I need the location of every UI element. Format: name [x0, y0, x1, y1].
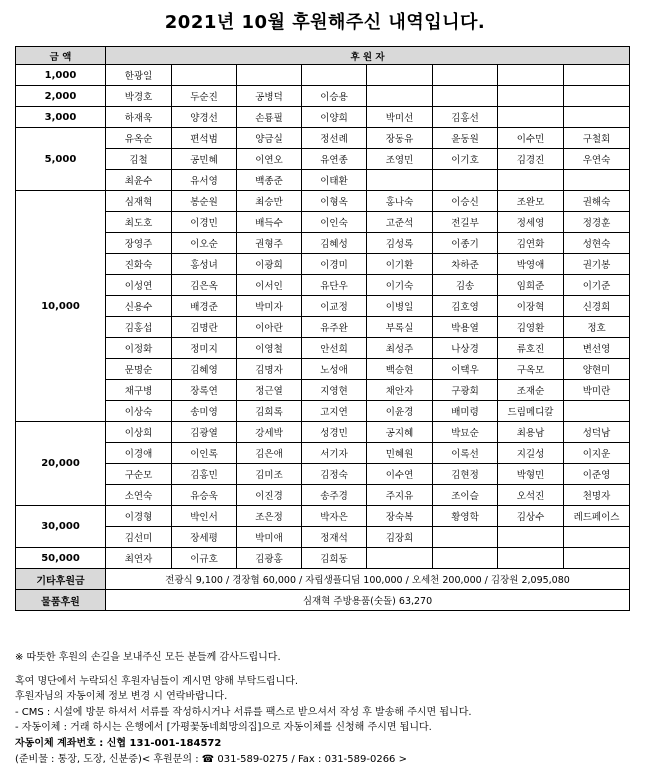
donor-name-cell: 정재석 — [302, 527, 367, 548]
donor-name-cell: 정선례 — [302, 128, 367, 149]
donor-name-cell: 차하준 — [433, 254, 498, 275]
donor-name-cell: 편석범 — [172, 128, 237, 149]
donor-name-cell: 이종기 — [433, 233, 498, 254]
donor-name-cell: 김장희 — [367, 527, 433, 548]
donor-name-cell: 배미령 — [433, 401, 498, 422]
donor-name-cell: 박영애 — [498, 254, 564, 275]
donor-name-cell — [564, 107, 630, 128]
donor-header: 후 원 자 — [106, 47, 630, 65]
donor-name-cell: 채구병 — [106, 380, 172, 401]
donor-name-cell — [433, 86, 498, 107]
donor-name-cell: 김연화 — [498, 233, 564, 254]
donor-name-cell — [367, 170, 433, 191]
donor-name-cell: 백승현 — [367, 359, 433, 380]
donor-name-cell: 문명순 — [106, 359, 172, 380]
donor-name-cell: 이형옥 — [302, 191, 367, 212]
other-donation-row — [16, 569, 630, 590]
donor-name-cell: 성덕남 — [564, 422, 630, 443]
donor-name-cell: 이연오 — [237, 149, 302, 170]
table-row — [16, 170, 630, 191]
table-row — [16, 212, 630, 233]
donor-table — [15, 46, 630, 611]
donor-name-cell: 김명자 — [237, 359, 302, 380]
donor-name-cell: 김은옥 — [172, 275, 237, 296]
donor-name-cell — [172, 65, 237, 86]
donor-name-cell: 박자은 — [302, 506, 367, 527]
donor-name-cell: 이경민 — [172, 212, 237, 233]
donor-name-cell — [498, 107, 564, 128]
table-row — [16, 338, 630, 359]
notes-section — [15, 650, 635, 767]
donor-name-cell: 우연숙 — [564, 149, 630, 170]
donor-name-cell — [433, 170, 498, 191]
donor-name-cell: 나상경 — [433, 338, 498, 359]
donor-name-cell: 박미란 — [564, 380, 630, 401]
other-donation-value: 전광식 9,100 / 경장협 60,000 / 자립생플디딤 100,000 / 오세천 200,000 / 김장원 2,095,080 — [106, 569, 630, 590]
donor-name-cell: 전길부 — [433, 212, 498, 233]
donor-name-cell — [433, 548, 498, 569]
donor-name-cell — [564, 548, 630, 569]
donor-name-cell: 최용남 — [498, 422, 564, 443]
donor-name-cell: 이인숙 — [302, 212, 367, 233]
donor-name-cell: 이양희 — [302, 107, 367, 128]
donor-name-cell: 박묘순 — [433, 422, 498, 443]
donor-name-cell: 부록실 — [367, 317, 433, 338]
donor-name-cell: 유단우 — [302, 275, 367, 296]
donor-name-cell — [498, 548, 564, 569]
donor-name-cell: 김광열 — [172, 422, 237, 443]
amount-cell: 50,000 — [16, 548, 106, 569]
donor-name-cell: 김경진 — [498, 149, 564, 170]
donor-name-cell: 오석진 — [498, 485, 564, 506]
donor-name-cell: 박미자 — [237, 296, 302, 317]
donor-name-cell: 신용수 — [106, 296, 172, 317]
donor-name-cell: 김선미 — [106, 527, 172, 548]
donor-name-cell — [498, 86, 564, 107]
donor-name-cell: 임희준 — [498, 275, 564, 296]
auto-transfer-note: - 자동이체 : 거래 하시는 은행에서 [가평꽃동네희망의집]으로 자동이체를 신청해 주시면 됩니다. — [15, 722, 432, 734]
donor-name-cell: 최도호 — [106, 212, 172, 233]
donor-name-cell: 성경민 — [302, 422, 367, 443]
donor-name-cell: 이수연 — [367, 464, 433, 485]
donor-name-cell: 권형주 — [237, 233, 302, 254]
donor-name-cell: 신경희 — [564, 296, 630, 317]
donor-name-cell: 조영민 — [367, 149, 433, 170]
donor-name-cell: 이상희 — [106, 422, 172, 443]
donor-name-cell: 이영철 — [237, 338, 302, 359]
cms-note: - CMS : 시설에 방문 하셔서 서류를 작성하시거나 서류를 팩스로 받으셔서 작성 후 발송해 주시면 됩니다. — [15, 706, 472, 718]
donor-name-cell: 공지혜 — [367, 422, 433, 443]
donor-name-cell: 구순모 — [106, 464, 172, 485]
donor-name-cell — [564, 401, 630, 422]
donor-name-cell: 김정숙 — [302, 464, 367, 485]
donor-name-cell: 구옥모 — [498, 359, 564, 380]
donor-name-cell: 황영학 — [433, 506, 498, 527]
donor-name-cell: 송미영 — [172, 401, 237, 422]
table-row — [16, 254, 630, 275]
donor-name-cell: 박형민 — [498, 464, 564, 485]
donor-name-cell: 이규호 — [172, 548, 237, 569]
donor-name-cell — [564, 170, 630, 191]
donor-name-cell: 이병일 — [367, 296, 433, 317]
donor-name-cell: 송주경 — [302, 485, 367, 506]
donor-name-cell — [564, 65, 630, 86]
donor-name-cell: 홍성녀 — [172, 254, 237, 275]
table-row — [16, 506, 630, 527]
table-row — [16, 380, 630, 401]
table-row — [16, 128, 630, 149]
donor-name-cell: 권해숙 — [564, 191, 630, 212]
donor-name-cell: 이태환 — [302, 170, 367, 191]
goods-donation-row — [16, 590, 630, 611]
donor-name-cell: 이진경 — [237, 485, 302, 506]
contact-note: 후원자님의 자동이체 정보 변경 시 연락바랍니다. — [15, 691, 228, 703]
donor-name-cell: 정근열 — [237, 380, 302, 401]
donor-name-cell: 장숙복 — [367, 506, 433, 527]
donor-name-cell — [564, 86, 630, 107]
donor-name-cell: 구철회 — [564, 128, 630, 149]
table-row — [16, 527, 630, 548]
table-row — [16, 317, 630, 338]
donor-name-cell: 정호 — [564, 317, 630, 338]
donor-name-cell: 양현미 — [564, 359, 630, 380]
donor-name-cell: 박미선 — [367, 107, 433, 128]
donor-name-cell: 홍나숙 — [367, 191, 433, 212]
contact-info: (준비물 : 통장, 도장, 신분증)< 후원문의 : ☎ 031-589-0275 / Fax : 031-589-0266 > — [15, 753, 407, 765]
donor-name-cell: 이경애 — [106, 443, 172, 464]
donor-name-cell: 이기준 — [564, 275, 630, 296]
donor-name-cell: 김영환 — [498, 317, 564, 338]
table-row — [16, 65, 630, 86]
donor-name-cell: 김홍섭 — [106, 317, 172, 338]
donor-name-cell: 이아란 — [237, 317, 302, 338]
donor-name-cell: 이경형 — [106, 506, 172, 527]
donor-name-cell: 박미애 — [237, 527, 302, 548]
donor-name-cell: 조재순 — [498, 380, 564, 401]
donor-name-cell: 하재욱 — [106, 107, 172, 128]
donor-name-cell — [367, 65, 433, 86]
donor-name-cell: 이성연 — [106, 275, 172, 296]
donor-name-cell: 유서영 — [172, 170, 237, 191]
table-row — [16, 464, 630, 485]
donor-name-cell: 유옥순 — [106, 128, 172, 149]
donor-name-cell: 김희동 — [302, 548, 367, 569]
donor-name-cell: 장록연 — [172, 380, 237, 401]
donor-name-cell: 정경훈 — [564, 212, 630, 233]
table-row — [16, 296, 630, 317]
donor-name-cell: 박인서 — [172, 506, 237, 527]
donor-name-cell: 지길성 — [498, 443, 564, 464]
donor-name-cell: 유주완 — [302, 317, 367, 338]
page-title: 2021년 10월 후원해주신 내역입니다. — [164, 12, 486, 33]
amount-cell: 5,000 — [16, 128, 106, 191]
donor-name-cell: 김성록 — [367, 233, 433, 254]
donor-name-cell: 이준영 — [564, 464, 630, 485]
donor-name-cell: 권기봉 — [564, 254, 630, 275]
other-donation-label: 기타후원금 — [16, 569, 106, 590]
donor-name-cell: 이수민 — [498, 128, 564, 149]
donor-name-cell: 구광회 — [433, 380, 498, 401]
donor-name-cell: 소연숙 — [106, 485, 172, 506]
donor-name-cell: 장영주 — [106, 233, 172, 254]
donor-name-cell: 최승만 — [237, 191, 302, 212]
donor-name-cell: 김홍민 — [172, 464, 237, 485]
table-row — [16, 149, 630, 170]
donor-name-cell: 손룡필 — [237, 107, 302, 128]
donor-name-cell: 이윤경 — [367, 401, 433, 422]
table-row — [16, 233, 630, 254]
donor-name-cell: 두순진 — [172, 86, 237, 107]
donor-name-cell: 윤동원 — [433, 128, 498, 149]
table-row — [16, 359, 630, 380]
amount-cell: 20,000 — [16, 422, 106, 506]
donor-name-cell: 김광홍 — [237, 548, 302, 569]
donor-name-cell: 정세영 — [498, 212, 564, 233]
donor-name-cell: 레드페이스 — [564, 506, 630, 527]
donor-name-cell: 이기숙 — [367, 275, 433, 296]
table-row — [16, 443, 630, 464]
amount-cell: 30,000 — [16, 506, 106, 548]
table-row — [16, 275, 630, 296]
donor-name-cell: 한광일 — [106, 65, 172, 86]
donor-name-cell — [367, 86, 433, 107]
donor-name-cell — [302, 65, 367, 86]
donor-name-cell: 최성주 — [367, 338, 433, 359]
donor-name-cell: 이택우 — [433, 359, 498, 380]
donor-name-cell: 고지연 — [302, 401, 367, 422]
donor-name-cell: 이지운 — [564, 443, 630, 464]
donor-name-cell: 김송 — [433, 275, 498, 296]
donor-name-cell — [498, 527, 564, 548]
table-row — [16, 191, 630, 212]
donor-name-cell: 조은정 — [237, 506, 302, 527]
donor-name-cell: 박경호 — [106, 86, 172, 107]
donor-name-cell: 이오순 — [172, 233, 237, 254]
donor-name-cell: 채안자 — [367, 380, 433, 401]
donor-name-cell: 공민혜 — [172, 149, 237, 170]
donor-name-cell: 김홍선 — [433, 107, 498, 128]
donor-name-cell: 장세평 — [172, 527, 237, 548]
donor-name-cell: 김명란 — [172, 317, 237, 338]
account-number: 자동이체 계좌번호 : 신협 131-001-184572 — [15, 737, 222, 749]
donor-name-cell: 유승욱 — [172, 485, 237, 506]
donor-name-cell — [498, 170, 564, 191]
donor-name-cell: 공병덕 — [237, 86, 302, 107]
donor-name-cell: 지영현 — [302, 380, 367, 401]
thanks-note: ※ 따뜻한 후원의 손길을 보내주신 모든 분들께 감사드립니다. — [15, 652, 281, 663]
amount-header: 금 액 — [16, 47, 106, 65]
donor-name-cell: 안선희 — [302, 338, 367, 359]
donor-name-cell: 김희록 — [237, 401, 302, 422]
donor-name-cell: 김상수 — [498, 506, 564, 527]
table-row — [16, 422, 630, 443]
amount-cell: 1,000 — [16, 65, 106, 86]
donor-name-cell: 변선영 — [564, 338, 630, 359]
donor-name-cell: 이인록 — [172, 443, 237, 464]
donor-name-cell: 이서인 — [237, 275, 302, 296]
donor-name-cell: 이정화 — [106, 338, 172, 359]
donor-name-cell: 진화숙 — [106, 254, 172, 275]
missing-note: 혹여 명단에서 누락되신 후원자님들이 계시면 양해 부탁드립니다. — [15, 675, 299, 687]
donor-name-cell: 서기자 — [302, 443, 367, 464]
donor-name-cell: 류호진 — [498, 338, 564, 359]
donor-name-cell: 이기호 — [433, 149, 498, 170]
donor-name-cell: 드림메디칼 — [498, 401, 564, 422]
goods-donation-label: 물품후원 — [16, 590, 106, 611]
donor-name-cell: 김미조 — [237, 464, 302, 485]
donor-name-cell: 김철 — [106, 149, 172, 170]
table-row — [16, 401, 630, 422]
table-row — [16, 485, 630, 506]
amount-cell: 2,000 — [16, 86, 106, 107]
donor-name-cell: 김은애 — [237, 443, 302, 464]
goods-donation-value: 심재혁 주방용품(숫돌) 63,270 — [106, 590, 630, 611]
donor-name-cell: 배경준 — [172, 296, 237, 317]
table-row — [16, 86, 630, 107]
donor-name-cell: 주지유 — [367, 485, 433, 506]
donor-name-cell: 이장혁 — [498, 296, 564, 317]
donor-name-cell: 조완모 — [498, 191, 564, 212]
donor-name-cell: 성현숙 — [564, 233, 630, 254]
donor-name-cell — [367, 548, 433, 569]
donor-name-cell: 김혜성 — [302, 233, 367, 254]
donor-name-cell: 양경선 — [172, 107, 237, 128]
donor-name-cell — [564, 527, 630, 548]
donor-name-cell: 봉순원 — [172, 191, 237, 212]
donor-name-cell: 정미지 — [172, 338, 237, 359]
donor-name-cell — [237, 65, 302, 86]
donor-name-cell: 이경미 — [302, 254, 367, 275]
donor-name-cell: 이상숙 — [106, 401, 172, 422]
table-row — [16, 548, 630, 569]
donor-name-cell: 이광희 — [237, 254, 302, 275]
donor-name-cell: 이교정 — [302, 296, 367, 317]
donor-name-cell — [498, 65, 564, 86]
donor-name-cell: 유연종 — [302, 149, 367, 170]
donor-name-cell: 배득수 — [237, 212, 302, 233]
donor-name-cell: 이기환 — [367, 254, 433, 275]
donor-name-cell: 최윤수 — [106, 170, 172, 191]
donor-name-cell: 조이슬 — [433, 485, 498, 506]
donor-name-cell — [433, 65, 498, 86]
amount-cell: 3,000 — [16, 107, 106, 128]
donor-name-cell: 노성애 — [302, 359, 367, 380]
table-header-row — [16, 47, 630, 65]
table-row — [16, 107, 630, 128]
donor-name-cell: 심재혁 — [106, 191, 172, 212]
donor-name-cell: 김현정 — [433, 464, 498, 485]
donor-name-cell — [433, 527, 498, 548]
donor-name-cell: 백종준 — [237, 170, 302, 191]
donor-name-cell: 이록선 — [433, 443, 498, 464]
donor-name-cell: 김호영 — [433, 296, 498, 317]
donor-name-cell: 강세박 — [237, 422, 302, 443]
donor-name-cell: 민혜원 — [367, 443, 433, 464]
donor-name-cell: 장동유 — [367, 128, 433, 149]
donor-name-cell: 고준석 — [367, 212, 433, 233]
amount-cell: 10,000 — [16, 191, 106, 422]
donor-name-cell: 양금실 — [237, 128, 302, 149]
donor-name-cell: 천명자 — [564, 485, 630, 506]
donor-name-cell: 최연자 — [106, 548, 172, 569]
donor-name-cell: 이승용 — [302, 86, 367, 107]
donor-name-cell: 박용열 — [433, 317, 498, 338]
donor-name-cell: 김혜영 — [172, 359, 237, 380]
donor-name-cell: 이승신 — [433, 191, 498, 212]
